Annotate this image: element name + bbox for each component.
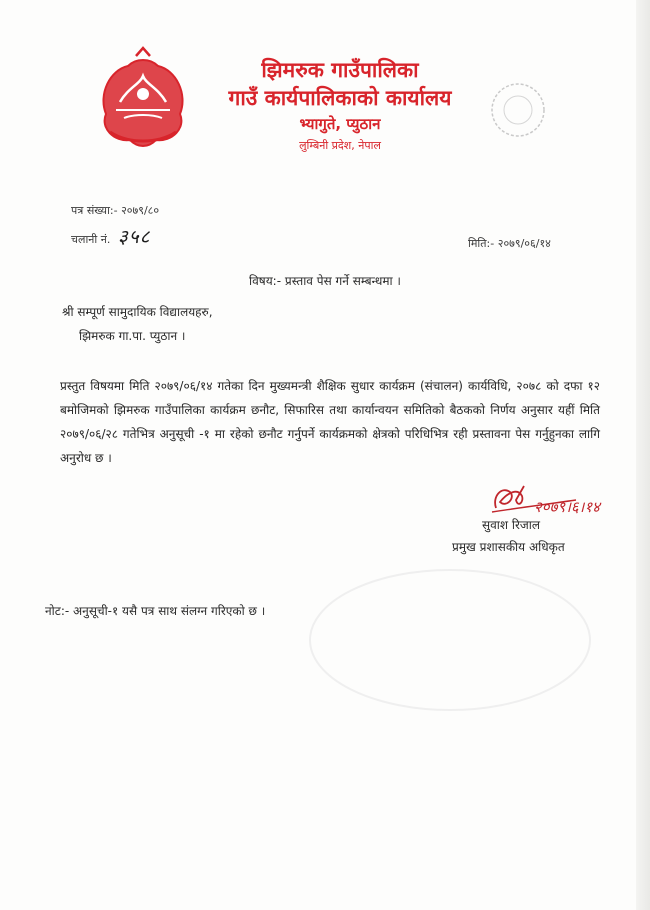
addressee-line-1: श्री सम्पूर्ण सामुदायिक विद्यालयहरु, [62,305,213,319]
handwritten-signature [488,478,628,520]
municipality-name: झिमरुक गाउँपालिका [261,58,419,82]
faint-stamp-impression [300,560,600,720]
office-name: गाउँ कार्यपालिकाको कार्यालय [228,86,452,110]
office-location: भ्यागुते, प्युठान [299,115,381,133]
paper-edge [636,0,650,910]
subject-line: विषय:- प्रस्ताव पेस गर्ने सम्बन्धमा । [249,274,401,288]
province-line: लुम्बिनी प्रदेश, नेपाल [299,139,381,152]
nepal-government-emblem-icon [88,44,198,154]
dispatch-label: चलानी नं. [71,233,111,246]
letter-body: प्रस्तुत विषयमा मिति २०७९/०६/१४ गतेका दिन मुख्यमन्त्री शैक्षिक सुधार कार्यक्रम (संचालन) कार्यविधि, २०७८ को दफा १२ बमोजिमको झिमरुक गाउँपालिका कार्यक्रम छनौट, सिफारिस तथा कार्यान्वयन समितिको बैठकको निर्णय अनुसार यहीं मिति २०७९/०६/२८ गतेभित्र अनुसूची -१ मा रहेको छनौट गर्नुपर्ने कार्यक्रमको क्षेत्रको परिधिभित्र रही प्रस्तावना पेस गर्नुहुनका लागि अनुरोध छ । [60,379,600,465]
office-seal-icon [486,78,550,142]
dispatch-number-row [71,223,151,249]
letter-date: मिति:- २०७९/०६/१४ [468,237,551,250]
signature-date: २०७९।६।१४ [534,498,600,516]
addressee-line-2: झिमरुक गा.पा. प्युठान । [79,329,186,343]
note-line: नोट:- अनुसूची-१ यसै पत्र साथ संलग्न गरिएको छ । [45,604,266,618]
signatory-name: सुवाश रिजाल [482,518,541,532]
letter-number: पत्र संख्या:- २०७९/८० [71,204,160,217]
dispatch-number: ३५८ [117,226,151,248]
signatory-title: प्रमुख प्रशासकीय अधिकृत [452,540,565,554]
